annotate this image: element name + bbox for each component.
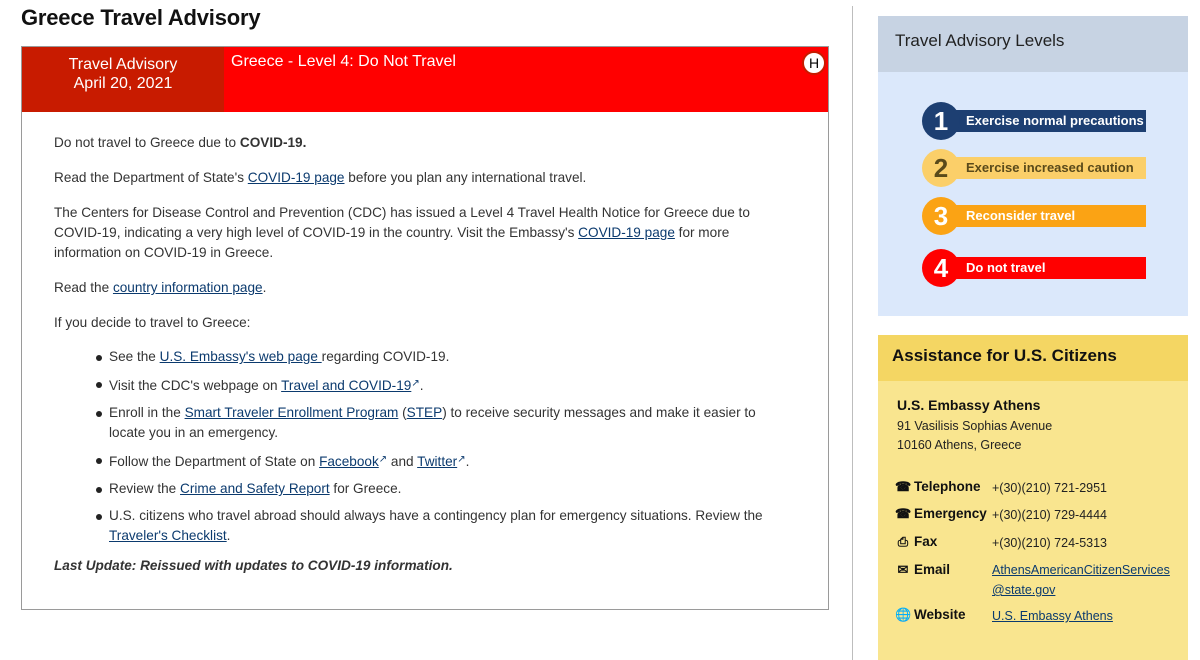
advisory-level-label: Exercise increased caution: [940, 157, 1146, 179]
advisory-list: [54, 347, 794, 546]
embassy-address-line1: 91 Vasilisis Sophias Avenue: [897, 419, 1053, 433]
list-item: Enroll in the Smart Traveler Enrollment Program (STEP) to receive security messages and make it easier to locate you in an emergency.: [109, 403, 794, 443]
advisory-paragraph: Read the Department of State's COVID-19 page before you plan any international travel.: [54, 170, 587, 185]
advisory-paragraph: The Centers for Disease Control and Prevention (CDC) has issued a Level 4 Travel Health Notice for Greece due to COVID-19, indicating a very high level of COVID-19 in the country. Visit the Embassy's COVID-19 page for more information on COVID-19 in Greece.: [54, 205, 750, 260]
fax-icon: ⎙: [897, 534, 909, 549]
emergency-value[interactable]: +(30)(210) 729-4444: [992, 508, 1108, 522]
crime-safety-report-link[interactable]: Crime and Safety Report: [180, 481, 330, 496]
emergency-label: ☎ Emergency: [895, 506, 987, 521]
covid-page-link[interactable]: COVID-19 page: [247, 170, 345, 185]
telephone-value[interactable]: +(30)(210) 721-2951: [992, 481, 1108, 495]
embassy-covid-page-link[interactable]: COVID-19 page: [578, 225, 675, 240]
advisory-level-label: Reconsider travel: [940, 205, 1146, 227]
advisory-level-2: [922, 149, 1146, 185]
country-information-link[interactable]: country information page: [112, 280, 263, 295]
twitter-link[interactable]: Twitter: [417, 454, 458, 469]
email-link[interactable]: AthensAmericanCitizenServices: [992, 563, 1170, 577]
list-item: See the U.S. Embassy's web page regarding COVID-19.: [109, 347, 794, 367]
advisory-paragraph: Do not travel to Greece due to COVID-19.: [54, 135, 307, 150]
phone-icon: ☎: [895, 506, 912, 521]
list-item: Follow the Department of State on Facebook↗ and Twitter↗.: [109, 450, 794, 472]
website-value: [992, 606, 1113, 626]
fax-value: +(30)(210) 724-5313: [992, 536, 1108, 550]
health-badge[interactable]: H: [802, 51, 826, 75]
cdc-travel-link[interactable]: Travel and COVID-19: [281, 378, 412, 393]
assistance-panel: [878, 335, 1188, 660]
external-link-icon: ↗: [378, 454, 388, 465]
embassy-address-line2: 10160 Athens, Greece: [897, 438, 1022, 452]
advisory-level-label: Exercise normal precautions: [940, 110, 1146, 132]
advisory-level-1: [922, 102, 1146, 138]
list-item: U.S. citizens who travel abroad should always have a contingency plan for emergency situations. Review the Traveler's Checklist.: [109, 506, 794, 546]
embassy-web-page-link[interactable]: U.S. Embassy's web page: [159, 349, 322, 364]
embassy-website-link[interactable]: U.S. Embassy Athens: [992, 609, 1113, 623]
page-title: Greece Travel Advisory: [21, 5, 261, 30]
fax-label: ⎙ Fax: [895, 534, 937, 550]
advisory-levels-panel: [878, 16, 1188, 316]
advisory-level-number: 1: [922, 102, 960, 140]
embassy-name: U.S. Embassy Athens: [897, 397, 1041, 413]
advisory-date: April 20, 2021: [73, 75, 173, 92]
step-link[interactable]: STEP: [406, 405, 443, 420]
advisory-level-number: 3: [922, 197, 960, 235]
advisory-header: [22, 47, 828, 112]
phone-icon: ☎: [895, 479, 912, 494]
step-program-link[interactable]: Smart Traveler Enrollment Program: [184, 405, 399, 420]
advisory-level-label: Do not travel: [940, 257, 1146, 279]
list-item: Visit the CDC's webpage on Travel and COVID-19↗.: [109, 374, 794, 396]
advisory-date-block: [22, 47, 224, 112]
email-value: [992, 560, 1170, 600]
list-item: Review the Crime and Safety Report for Greece.: [109, 479, 794, 499]
external-link-icon: ↗: [411, 378, 420, 389]
advisory-paragraph: If you decide to travel to Greece:: [54, 315, 251, 330]
email-label: ✉ Email: [895, 562, 950, 578]
travelers-checklist-link[interactable]: Traveler's Checklist: [109, 528, 227, 543]
advisory-level-title: Greece - Level 4: Do Not Travel: [231, 53, 456, 70]
assistance-title: Assistance for U.S. Citizens: [878, 335, 1188, 381]
advisory-body: [54, 133, 794, 576]
advisory-panel: [21, 46, 829, 610]
advisory-level-4: [922, 249, 1146, 285]
advisory-date-label: Travel Advisory: [68, 56, 178, 73]
telephone-label: ☎ Telephone: [895, 479, 981, 494]
advisory-level-3: [922, 197, 1146, 233]
email-icon: ✉: [897, 562, 909, 577]
external-link-icon: ↗: [457, 454, 466, 465]
advisory-paragraph: Read the country information page.: [54, 280, 267, 295]
globe-icon: 🌐: [895, 607, 912, 622]
advisory-level-number: 2: [922, 149, 960, 187]
sidebar-divider: [852, 6, 853, 660]
facebook-link[interactable]: Facebook: [319, 454, 379, 469]
email-link-domain[interactable]: @state.gov: [992, 583, 1056, 597]
advisory-levels-title: Travel Advisory Levels: [878, 16, 1188, 72]
website-label: 🌐 Website: [895, 607, 966, 622]
advisory-level-number: 4: [922, 249, 960, 287]
last-update: Last Update: Reissued with updates to COVID-19 information.: [54, 558, 453, 573]
